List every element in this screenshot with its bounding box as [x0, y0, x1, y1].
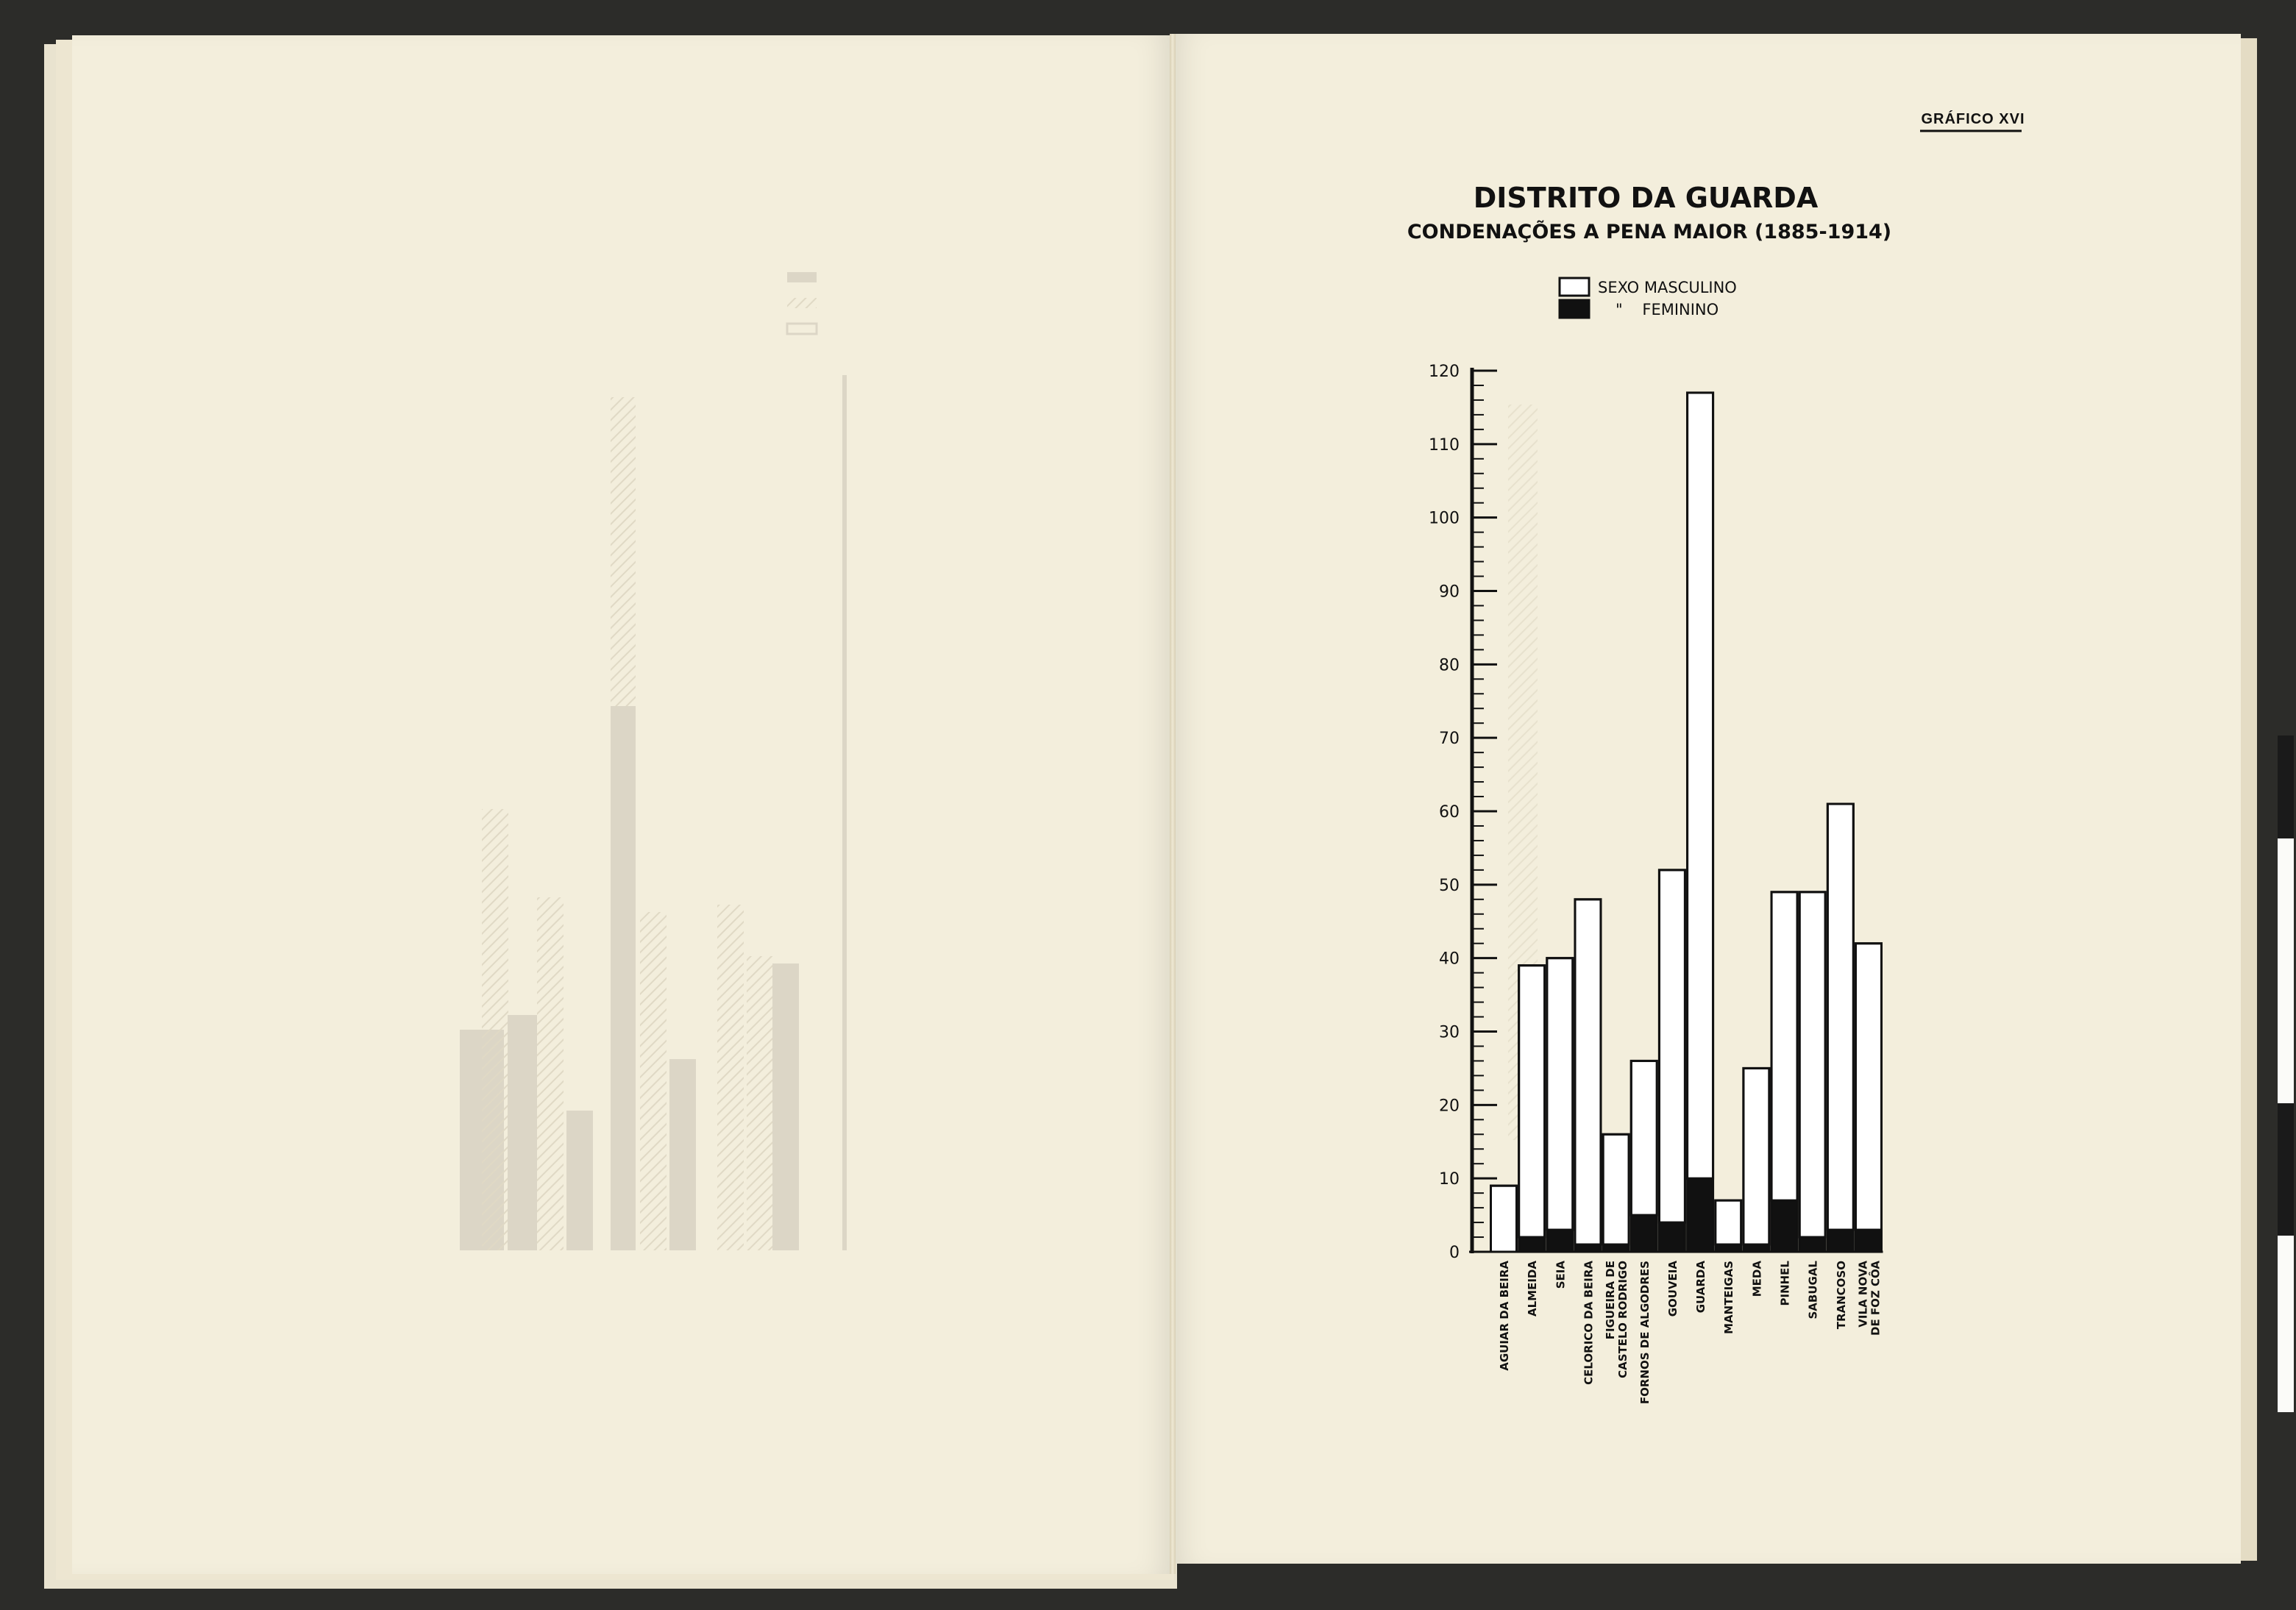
x-tick-label: MANTEIGAS	[1722, 1261, 1736, 1334]
bar-feminino	[1799, 1237, 1825, 1252]
bar-masculino	[1659, 870, 1685, 1222]
x-tick-label: CASTELO RODRIGO	[1616, 1261, 1630, 1378]
bar-feminino	[1547, 1230, 1573, 1252]
bar-masculino	[1519, 966, 1545, 1237]
y-tick-label: 90	[1439, 583, 1460, 602]
y-tick-label: 110	[1429, 435, 1460, 455]
y-tick-label: 0	[1449, 1244, 1460, 1262]
bar-masculino	[1799, 892, 1825, 1237]
bar-feminino	[1688, 1178, 1713, 1252]
y-tick-label: 80	[1439, 656, 1460, 675]
x-tick-label: CELORICO DA BEIRA	[1582, 1261, 1596, 1385]
y-tick-label: 120	[1429, 363, 1460, 381]
bar-masculino	[1491, 1186, 1517, 1252]
bar-masculino	[1744, 1068, 1769, 1244]
y-tick-label: 40	[1439, 950, 1460, 969]
bar-masculino	[1771, 892, 1797, 1200]
legend	[1560, 278, 1737, 318]
legend-swatch-feminino	[1560, 300, 1589, 318]
y-tick-label: 100	[1429, 509, 1460, 528]
legend-swatch-masculino	[1560, 278, 1589, 296]
y-tick-label: 30	[1439, 1023, 1460, 1042]
x-tick-label: FORNOS DE ALGODRES	[1638, 1261, 1652, 1405]
legend-label-feminino: " FEMININO	[1616, 301, 1719, 318]
bar-feminino	[1659, 1222, 1685, 1252]
x-tick-label: GOUVEIA	[1666, 1261, 1680, 1317]
plate-label: GRÁFICO XVI	[1921, 111, 2025, 127]
x-tick-label: TRANCOSO	[1834, 1261, 1848, 1330]
legend-label-masculino: SEXO MASCULINO	[1598, 279, 1737, 296]
y-tick-label: 10	[1439, 1170, 1460, 1189]
bar-masculino	[1603, 1134, 1629, 1244]
bar-masculino	[1547, 958, 1573, 1230]
x-tick-label: FIGUEIRA DE	[1604, 1261, 1618, 1340]
chart-subtitle: CONDENAÇÕES A PENA MAIOR (1885-1914)	[1407, 221, 1892, 243]
bar-masculino	[1575, 900, 1601, 1244]
bar-feminino	[1519, 1237, 1545, 1252]
y-tick-label: 60	[1439, 803, 1460, 822]
y-tick-label: 20	[1439, 1097, 1460, 1116]
y-axis	[1429, 363, 1497, 1262]
x-tick-label: MEDA	[1750, 1261, 1764, 1297]
x-axis-labels	[1498, 1261, 1883, 1405]
bar-feminino	[1856, 1230, 1882, 1252]
plate-label-group	[1920, 110, 2025, 131]
y-tick-label: 50	[1439, 876, 1460, 895]
x-tick-label: PINHEL	[1778, 1261, 1792, 1306]
bar-masculino	[1827, 804, 1853, 1230]
bar-feminino	[1771, 1200, 1797, 1252]
x-tick-label: ALMEIDA	[1526, 1261, 1540, 1317]
chart-title: DISTRITO DA GUARDA	[1473, 182, 1819, 214]
bar-masculino	[1688, 393, 1713, 1178]
x-tick-label: VILA NOVA	[1856, 1261, 1870, 1328]
x-tick-label: SABUGAL	[1806, 1261, 1820, 1319]
x-tick-label: DE FOZ CÔA	[1869, 1261, 1883, 1336]
bar-masculino	[1631, 1061, 1657, 1215]
show-through-left-page	[460, 272, 1538, 1250]
x-tick-label: GUARDA	[1694, 1261, 1708, 1314]
bar-masculino	[1716, 1200, 1741, 1244]
x-tick-label: SEIA	[1554, 1261, 1568, 1289]
y-tick-label: 70	[1439, 730, 1460, 749]
x-tick-label: AGUIAR DA BEIRA	[1498, 1261, 1511, 1371]
bar-feminino	[1827, 1230, 1853, 1252]
bar-masculino	[1856, 944, 1882, 1230]
bar-feminino	[1631, 1215, 1657, 1252]
